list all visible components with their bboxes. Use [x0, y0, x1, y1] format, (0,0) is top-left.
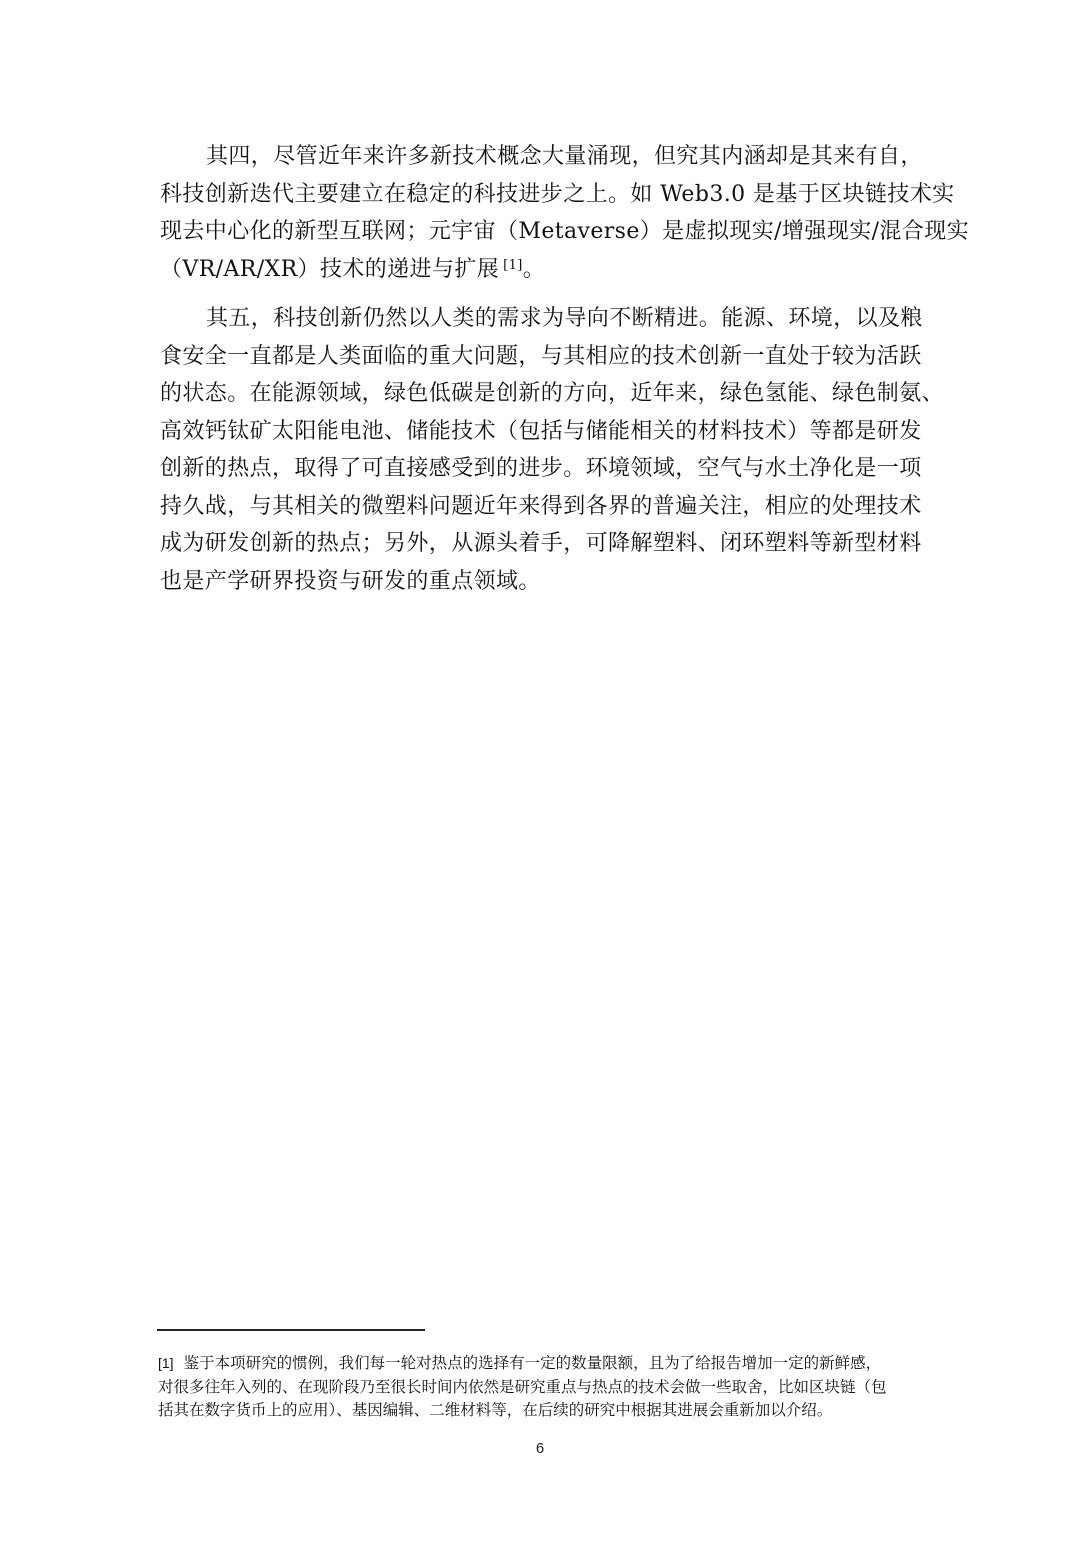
paragraph-line: 持久战，与其相关的微塑料问题近年来得到各界的普遍关注，相应的处理技术 [160, 493, 922, 519]
footnote-text: 鉴于本项研究的惯例，我们每一轮对热点的选择有一定的数量限额，且为了给报告增加一定的新鲜感， [183, 1354, 882, 1372]
paragraph-line: 科技创新迭代主要建立在稳定的科技进步之上。如 Web3.0 是基于区块链技术实 [160, 181, 955, 207]
footnote-reference[interactable]: [1] [503, 257, 523, 273]
paragraph-4 [160, 138, 970, 288]
page-number: 6 [535, 1440, 545, 1457]
paragraph-line-tail: 。 [522, 256, 546, 282]
paragraph-line: 其四，尽管近年来许多新技术概念大量涌现，但究其内涵却是其来有自， [206, 144, 923, 169]
paragraph-5 [160, 300, 945, 600]
footnote-marker: [1] [158, 1355, 174, 1371]
footnote-separator [157, 1329, 425, 1331]
paragraph-line: 也是产学研界投资与研发的重点领域。 [160, 568, 541, 594]
footnote [158, 1352, 938, 1423]
paragraph-line: 其五，科技创新仍然以人类的需求为导向不断精进。能源、环境，以及粮 [206, 306, 923, 331]
paragraph-line: 的状态。在能源领域，绿色低碳是创新的方向，近年来，绿色氢能、绿色制氨、 [160, 381, 945, 406]
paragraph-line-text: （VR/AR/XR）技术的递进与扩展 [160, 256, 500, 282]
footnote-line [158, 1352, 938, 1376]
footnote-line: 括其在数字货币上的应用）、基因编辑、二维材料等，在后续的研究中根据其进展会重新加以介绍。 [158, 1401, 833, 1419]
footnote-line: 对很多往年入列的、在现阶段乃至很长时间内依然是研究重点与热点的技术会做一些取舍，比如区块链（包 [158, 1377, 887, 1396]
paragraph-line: 高效钙钛矿太阳能电池、储能技术（包括与储能相关的材料技术）等都是研发 [160, 418, 922, 444]
paragraph-line: 现去中心化的新型互联网；元宇宙（Metaverse）是虚拟现实/增强现实/混合现实 [160, 219, 970, 244]
paragraph-line-last [160, 251, 920, 289]
body-text [160, 138, 970, 612]
paragraph-line: 食安全一直都是人类面临的重大问题，与其相应的技术创新一直处于较为活跃 [160, 343, 922, 369]
paragraph-line: 创新的热点，取得了可直接感受到的进步。环境领域，空气与水土净化是一项 [160, 456, 922, 481]
paragraph-line: 成为研发创新的热点；另外，从源头着手，可降解塑料、闭环塑料等新型材料 [160, 531, 922, 556]
